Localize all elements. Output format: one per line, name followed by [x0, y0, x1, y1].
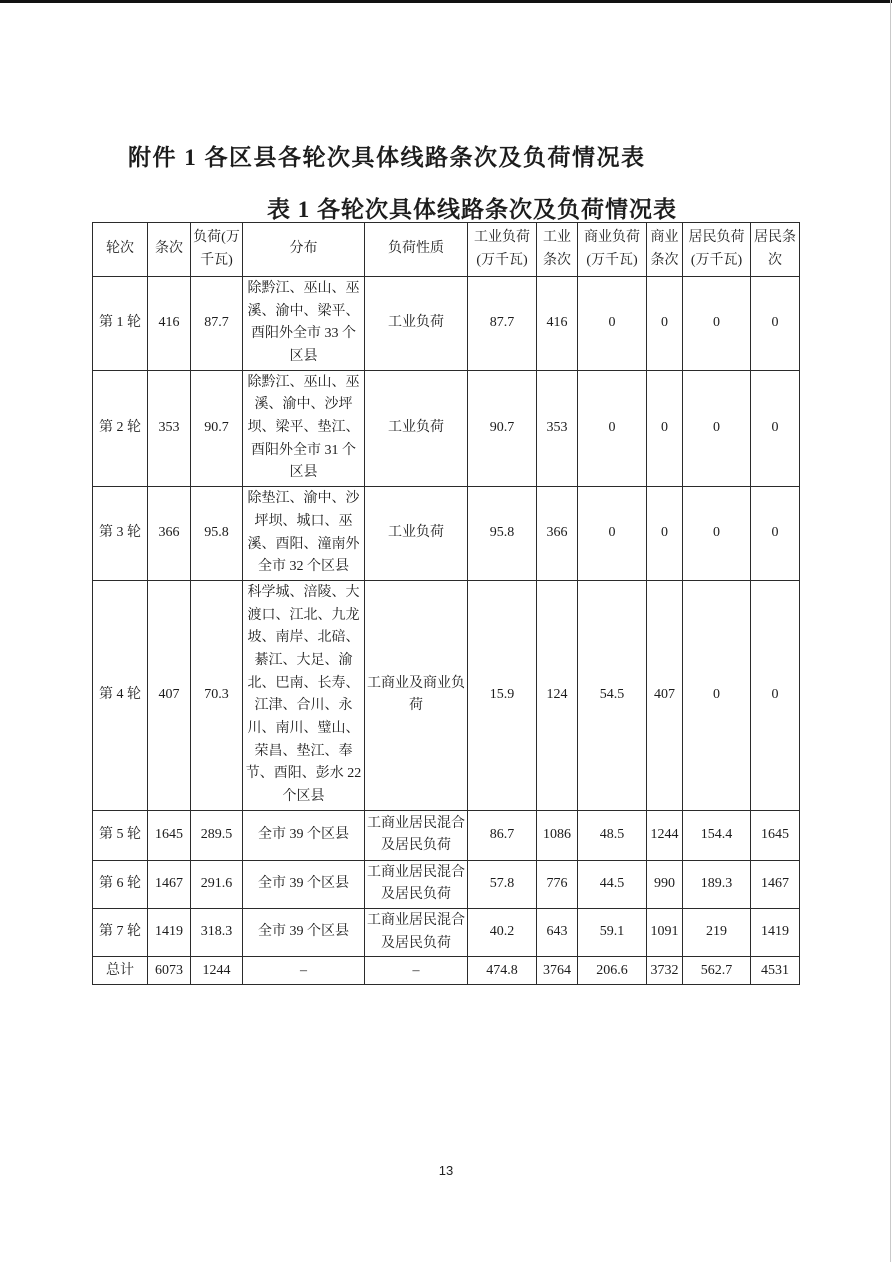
table-cell: 1244 [647, 810, 683, 860]
table-cell: 416 [537, 277, 578, 371]
scan-edge-right [890, 0, 891, 1262]
table-cell: 全市 39 个区县 [243, 909, 365, 957]
table-cell: 366 [148, 487, 191, 581]
table-cell: 0 [578, 487, 647, 581]
table-cell: 0 [578, 370, 647, 486]
column-header: 工业负荷(万千瓦) [468, 223, 537, 277]
table-cell: 474.8 [468, 957, 537, 985]
table-cell: 第 5 轮 [93, 810, 148, 860]
column-header: 居民负荷(万千瓦) [683, 223, 751, 277]
column-header: 商业条次 [647, 223, 683, 277]
table-cell: 工商业及商业负荷 [365, 581, 468, 811]
table-cell: 0 [647, 277, 683, 371]
table-cell: 4531 [751, 957, 800, 985]
table-cell: – [365, 957, 468, 985]
table-cell: 95.8 [468, 487, 537, 581]
table-cell: 87.7 [191, 277, 243, 371]
table-cell: 除黔江、巫山、巫溪、渝中、梁平、酉阳外全市 33 个区县 [243, 277, 365, 371]
table-cell: 407 [148, 581, 191, 811]
column-header: 工业条次 [537, 223, 578, 277]
table-cell: 0 [647, 370, 683, 486]
table-cell: 562.7 [683, 957, 751, 985]
table-cell: 0 [647, 487, 683, 581]
table-cell: 90.7 [191, 370, 243, 486]
table-cell: 1244 [191, 957, 243, 985]
table-cell: 124 [537, 581, 578, 811]
table-cell: 219 [683, 909, 751, 957]
table-cell: 0 [751, 277, 800, 371]
table-cell: 0 [578, 277, 647, 371]
table-cell: 全市 39 个区县 [243, 860, 365, 908]
table-cell: 全市 39 个区县 [243, 810, 365, 860]
table-cell: 3732 [647, 957, 683, 985]
table-cell: 15.9 [468, 581, 537, 811]
table-cell: 6073 [148, 957, 191, 985]
table-cell: 工商业居民混合及居民负荷 [365, 810, 468, 860]
table-cell: 0 [751, 487, 800, 581]
table-cell: 86.7 [468, 810, 537, 860]
table-cell: 工业负荷 [365, 370, 468, 486]
table-body [93, 277, 800, 985]
table-caption: 表 1 各轮次具体线路条次及负荷情况表 [267, 197, 677, 222]
table-row [93, 277, 800, 371]
table-cell: 第 6 轮 [93, 860, 148, 908]
table-cell: 57.8 [468, 860, 537, 908]
scan-edge-top [0, 0, 892, 3]
table-cell: 40.2 [468, 909, 537, 957]
table-cell: 54.5 [578, 581, 647, 811]
page-number: 13 [438, 1163, 454, 1178]
table-cell: 第 1 轮 [93, 277, 148, 371]
table-cell: 48.5 [578, 810, 647, 860]
table-row [93, 370, 800, 486]
table-cell: 154.4 [683, 810, 751, 860]
table-cell: 0 [683, 581, 751, 811]
table-cell: 0 [683, 487, 751, 581]
table-cell: 除垫江、渝中、沙坪坝、城口、巫溪、酉阳、潼南外全市 32 个区县 [243, 487, 365, 581]
table-cell: 0 [683, 370, 751, 486]
table-cell: 990 [647, 860, 683, 908]
table-row [93, 957, 800, 985]
table-cell: – [243, 957, 365, 985]
column-header: 负荷性质 [365, 223, 468, 277]
table-cell: 776 [537, 860, 578, 908]
table-cell: 总计 [93, 957, 148, 985]
table-cell: 643 [537, 909, 578, 957]
table-cell: 1419 [751, 909, 800, 957]
table-cell: 工商业居民混合及居民负荷 [365, 909, 468, 957]
table-row [93, 810, 800, 860]
table-cell: 90.7 [468, 370, 537, 486]
load-table [92, 222, 800, 985]
table-cell: 87.7 [468, 277, 537, 371]
column-header: 居民条次 [751, 223, 800, 277]
column-header: 轮次 [93, 223, 148, 277]
table-cell: 第 3 轮 [93, 487, 148, 581]
table-cell: 工商业居民混合及居民负荷 [365, 860, 468, 908]
column-header: 负荷(万千瓦) [191, 223, 243, 277]
table-cell: 第 4 轮 [93, 581, 148, 811]
table-cell: 318.3 [191, 909, 243, 957]
column-header: 条次 [148, 223, 191, 277]
column-header: 商业负荷(万千瓦) [578, 223, 647, 277]
table-cell: 3764 [537, 957, 578, 985]
table-cell: 353 [148, 370, 191, 486]
table-cell: 除黔江、巫山、巫溪、渝中、沙坪坝、梁平、垫江、酉阳外全市 31 个区县 [243, 370, 365, 486]
table-row [93, 487, 800, 581]
table-cell: 416 [148, 277, 191, 371]
attachment-title: 附件 1 各区县各轮次具体线路条次及负荷情况表 [128, 145, 646, 170]
table-cell: 工业负荷 [365, 487, 468, 581]
table-row [93, 581, 800, 811]
table-cell: 1645 [148, 810, 191, 860]
table-cell: 366 [537, 487, 578, 581]
table-cell: 0 [683, 277, 751, 371]
table-cell: 1091 [647, 909, 683, 957]
table-cell: 1467 [148, 860, 191, 908]
table-cell: 59.1 [578, 909, 647, 957]
table-cell: 407 [647, 581, 683, 811]
table-cell: 44.5 [578, 860, 647, 908]
table-header-row [93, 223, 800, 277]
table-head [93, 223, 800, 277]
table-cell: 0 [751, 581, 800, 811]
table-cell: 291.6 [191, 860, 243, 908]
table-cell: 科学城、涪陵、大渡口、江北、九龙坡、南岸、北碚、綦江、大足、渝北、巴南、长寿、江津、合川、永川、南川、璧山、荣昌、垫江、奉节、酉阳、彭水 22 个区县 [243, 581, 365, 811]
table-cell: 第 7 轮 [93, 909, 148, 957]
table-row [93, 909, 800, 957]
table-cell: 工业负荷 [365, 277, 468, 371]
table-cell: 95.8 [191, 487, 243, 581]
table-cell: 第 2 轮 [93, 370, 148, 486]
table-cell: 353 [537, 370, 578, 486]
table-cell: 189.3 [683, 860, 751, 908]
table-cell: 1086 [537, 810, 578, 860]
table-cell: 206.6 [578, 957, 647, 985]
table-cell: 70.3 [191, 581, 243, 811]
table-row [93, 860, 800, 908]
column-header: 分布 [243, 223, 365, 277]
table-cell: 289.5 [191, 810, 243, 860]
table-cell: 0 [751, 370, 800, 486]
table-cell: 1645 [751, 810, 800, 860]
table-cell: 1467 [751, 860, 800, 908]
table-cell: 1419 [148, 909, 191, 957]
